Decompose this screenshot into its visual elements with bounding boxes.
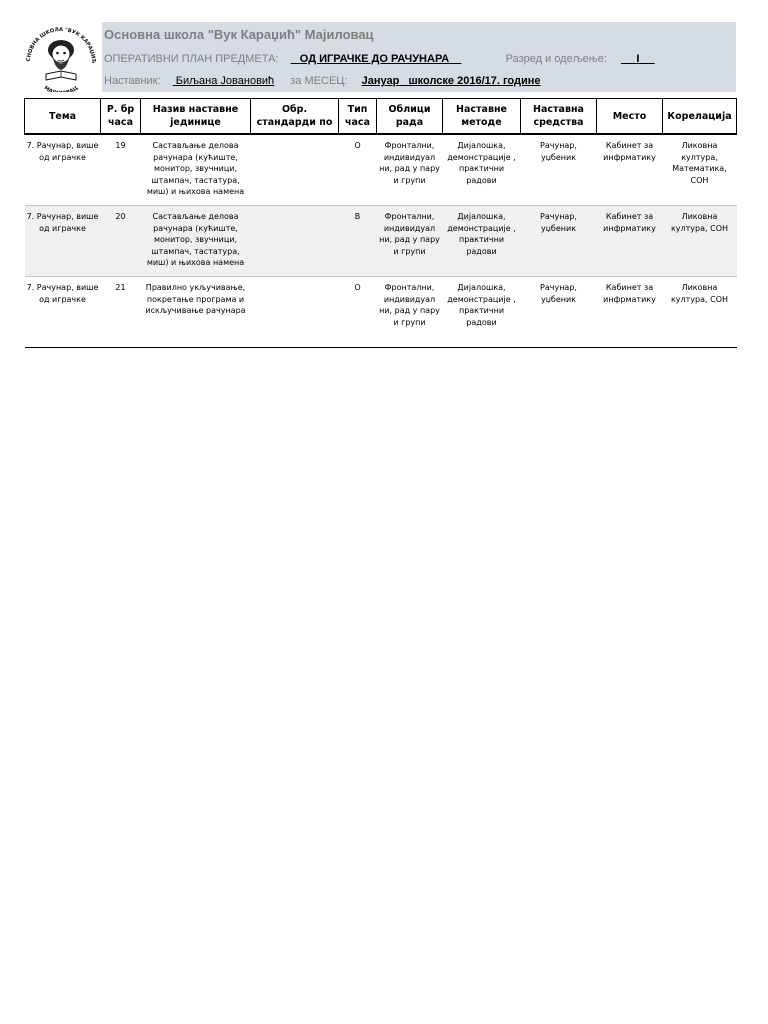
grade-value: I xyxy=(636,53,640,65)
plan-table xyxy=(24,98,737,348)
cell-class-type: О xyxy=(339,134,377,206)
cell-place: Кабинет за инфрматику xyxy=(597,134,663,206)
school-name: Основна школа "Вук Караџић" Мајиловац xyxy=(104,27,374,42)
cell-work-forms: Фронтални, индивидуал ни, рад у пару и групи xyxy=(377,134,443,206)
cell-standards xyxy=(251,134,339,206)
col-header-resources: Наставна средства xyxy=(521,99,597,135)
col-header-methods: Наставне методе xyxy=(443,99,521,135)
cell-unit-name: Правилно укључивање, покретање програма и искључивање рачунара xyxy=(141,277,251,348)
cell-resources: Рачунар, уџбеник xyxy=(521,206,597,277)
table-row xyxy=(25,206,737,277)
cell-class-number: 19 xyxy=(101,134,141,206)
col-header-tema: Тема xyxy=(25,99,101,135)
cell-standards xyxy=(251,206,339,277)
cell-correlation: Ликовна култура, СОН xyxy=(663,206,737,277)
plan-value: ОД ИГРАЧКЕ ДО РАЧУНАРА xyxy=(299,53,450,65)
cell-methods: Дијалошка, демонстрације , практични радови xyxy=(443,134,521,206)
col-header-correlation: Корелација xyxy=(663,99,737,135)
cell-tema: 7. Рачунар, више од играчке xyxy=(25,206,101,277)
cell-class-type: В xyxy=(339,206,377,277)
plan-label: ОПЕРАТИВНИ ПЛАН ПРЕДМЕТА: xyxy=(104,53,279,65)
cell-class-number: 21 xyxy=(101,277,141,348)
cell-tema: 7. Рачунар, више од играчке xyxy=(25,134,101,206)
teacher-value: Биљана Јовановић xyxy=(175,75,275,87)
col-header-class-number: Р. бр часа xyxy=(101,99,141,135)
plan-row xyxy=(104,53,655,65)
cell-unit-name: Састављање делова рачунара (кућиште, монитор, звучници, штампач, тастатура, миш) и њихова намена xyxy=(141,134,251,206)
table-header-row xyxy=(25,99,737,135)
cell-unit-name: Састављање делова рачунара (кућиште, монитор, звучници, штампач, тастатура, миш) и њихова намена xyxy=(141,206,251,277)
cell-work-forms: Фронтални, индивидуал ни, рад у пару и групи xyxy=(377,206,443,277)
table-row xyxy=(25,277,737,348)
cell-tema: 7. Рачунар, више од играчке xyxy=(25,277,101,348)
cell-correlation: Ликовна култура, Математика, СОН xyxy=(663,134,737,206)
logo-text-top: СНОВНА ШКОЛА "ВУК КАРАЏИЋ xyxy=(25,26,97,64)
teacher-row xyxy=(104,75,541,87)
cell-methods: Дијалошка, демонстрације , практични радови xyxy=(443,277,521,348)
cell-correlation: Ликовна култура, СОН xyxy=(663,277,737,348)
col-header-class-type: Тип часа xyxy=(339,99,377,135)
cell-class-type: О xyxy=(339,277,377,348)
col-header-standards: Обр. стандарди по xyxy=(251,99,339,135)
month-label: за МЕСЕЦ: xyxy=(290,75,348,87)
svg-text:МАЈИЛОВАЦ xyxy=(43,85,80,92)
cell-methods: Дијалошка, демонстрације , практични радови xyxy=(443,206,521,277)
cell-resources: Рачунар, уџбеник xyxy=(521,277,597,348)
cell-work-forms: Фронтални, индивидуал ни, рад у пару и групи xyxy=(377,277,443,348)
teacher-label: Наставник: xyxy=(104,75,161,87)
grade-label: Разред и одељење: xyxy=(505,53,607,65)
table-row xyxy=(25,134,737,206)
school-seal-icon xyxy=(22,22,100,92)
col-header-unit-name: Назив наставне јединице xyxy=(141,99,251,135)
cell-place: Кабинет за инфрматику xyxy=(597,277,663,348)
cell-class-number: 20 xyxy=(101,206,141,277)
cell-place: Кабинет за инфрматику xyxy=(597,206,663,277)
month-value: Јануар школске 2016/17. године xyxy=(361,75,541,87)
cell-standards xyxy=(251,277,339,348)
cell-resources: Рачунар, уџбеник xyxy=(521,134,597,206)
school-logo xyxy=(22,22,100,92)
col-header-work-forms: Облици рада xyxy=(377,99,443,135)
col-header-place: Место xyxy=(597,99,663,135)
logo-text-bottom: МА АЦ xyxy=(42,85,80,92)
